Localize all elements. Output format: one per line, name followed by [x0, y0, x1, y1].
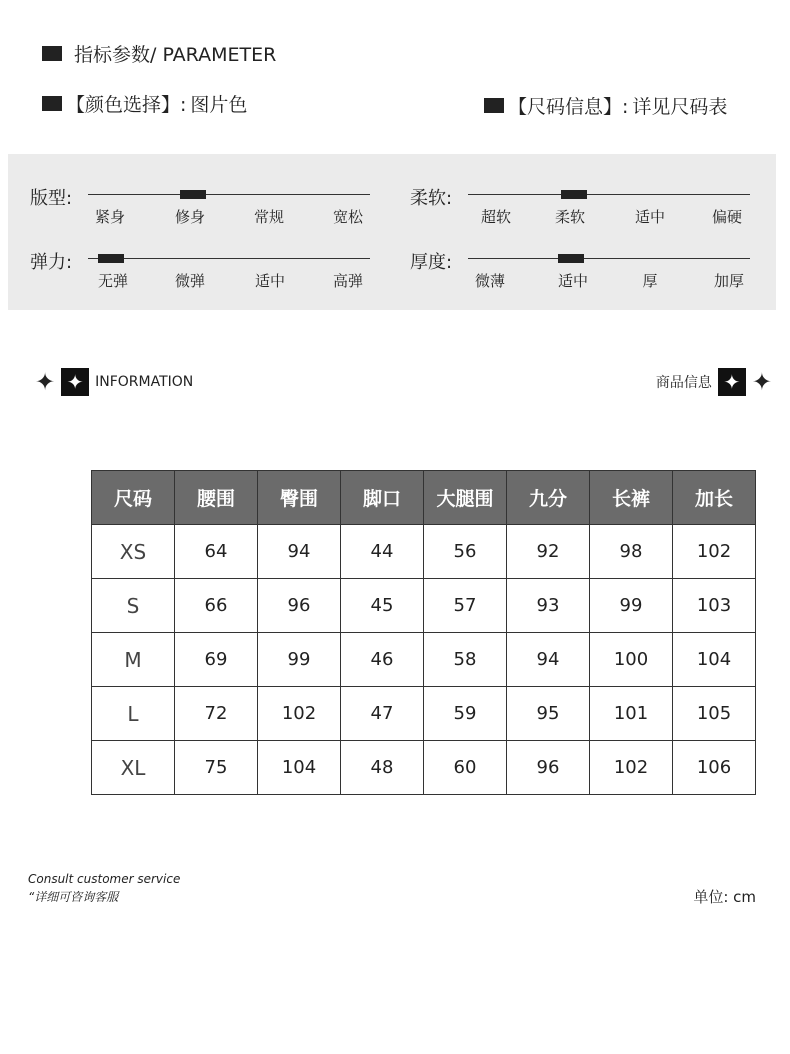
- param-scale-line: [468, 258, 750, 259]
- table-cell: 93: [507, 579, 590, 633]
- column-header: 加长: [673, 471, 756, 525]
- param-label: 柔软:: [410, 188, 453, 209]
- table-cell: 72: [175, 687, 258, 741]
- color-value: 图片色: [190, 94, 248, 116]
- param-option: 高弹: [332, 272, 364, 290]
- table-cell: 100: [590, 633, 673, 687]
- param-option: 微薄: [474, 272, 506, 290]
- product-info-label: 商品信息: [655, 375, 712, 391]
- table-cell: 101: [590, 687, 673, 741]
- four-point-star-boxed-icon: ✦: [718, 368, 746, 396]
- color-selection: [42, 90, 247, 117]
- column-header: 九分: [507, 471, 590, 525]
- param-option: 修身: [174, 208, 206, 226]
- table-row: [92, 741, 756, 795]
- table-header-row: [92, 471, 756, 525]
- table-cell: 75: [175, 741, 258, 795]
- table-row: [92, 633, 756, 687]
- table-cell: 64: [175, 525, 258, 579]
- column-header: 臀围: [258, 471, 341, 525]
- param-option: 超软: [480, 208, 512, 226]
- table-row: [92, 687, 756, 741]
- table-cell: 96: [258, 579, 341, 633]
- four-point-star-boxed-icon: ✦: [61, 368, 89, 396]
- size-value: 详见尺码表: [632, 96, 728, 118]
- param-label: 厚度:: [410, 252, 453, 273]
- table-cell: 99: [590, 579, 673, 633]
- information-label: INFORMATION: [95, 374, 194, 390]
- param-scale-line: [88, 194, 370, 195]
- table-cell: 44: [341, 525, 424, 579]
- param-option: 无弹: [97, 272, 129, 290]
- param-label: 弹力:: [30, 252, 73, 273]
- table-cell: L: [92, 687, 175, 741]
- table-cell: 69: [175, 633, 258, 687]
- table-cell: 66: [175, 579, 258, 633]
- table-cell: 57: [424, 579, 507, 633]
- parameter-title: 指标参数/ PARAMETER: [74, 44, 277, 66]
- param-selected-marker: [98, 254, 124, 263]
- table-cell: XL: [92, 741, 175, 795]
- table-cell: 46: [341, 633, 424, 687]
- size-info: [484, 92, 727, 119]
- table-row: [92, 579, 756, 633]
- param-option: 加厚: [713, 272, 745, 290]
- consult-chinese: “详细可咨询客服: [28, 890, 119, 904]
- table-cell: 102: [258, 687, 341, 741]
- param-option: 柔软: [554, 208, 586, 226]
- consult-note: [28, 870, 180, 906]
- param-option: 适中: [254, 272, 286, 290]
- param-option: 紧身: [94, 208, 126, 226]
- consult-english: Consult customer service: [28, 872, 181, 886]
- table-cell: S: [92, 579, 175, 633]
- table-cell: XS: [92, 525, 175, 579]
- unit-label: 单位: cm: [693, 888, 756, 906]
- param-selected-marker: [558, 254, 584, 263]
- information-banner-right: [656, 368, 772, 396]
- information-banner-left: [35, 368, 193, 396]
- param-option: 常规: [253, 208, 285, 226]
- table-cell: 98: [590, 525, 673, 579]
- table-cell: 99: [258, 633, 341, 687]
- table-cell: 56: [424, 525, 507, 579]
- table-cell: 94: [507, 633, 590, 687]
- table-cell: 106: [673, 741, 756, 795]
- table-cell: 58: [424, 633, 507, 687]
- table-cell: 102: [590, 741, 673, 795]
- column-header: 尺码: [92, 471, 175, 525]
- table-cell: 59: [424, 687, 507, 741]
- column-header: 脚口: [341, 471, 424, 525]
- table-cell: 92: [507, 525, 590, 579]
- square-bullet-icon: [484, 98, 504, 113]
- table-cell: 105: [673, 687, 756, 741]
- table-cell: 104: [673, 633, 756, 687]
- param-scale-line: [468, 194, 750, 195]
- param-option: 适中: [557, 272, 589, 290]
- table-cell: M: [92, 633, 175, 687]
- table-cell: 45: [341, 579, 424, 633]
- column-header: 腰围: [175, 471, 258, 525]
- size-table: [91, 470, 756, 795]
- column-header: 大腿围: [424, 471, 507, 525]
- param-option: 偏硬: [711, 208, 743, 226]
- column-header: 长裤: [590, 471, 673, 525]
- size-label: 【尺码信息】:: [508, 96, 629, 118]
- table-cell: 96: [507, 741, 590, 795]
- parameter-panel: [8, 154, 776, 310]
- square-bullet-icon: [42, 46, 62, 61]
- four-point-star-icon: ✦: [751, 368, 772, 396]
- param-label: 版型:: [30, 188, 73, 209]
- table-cell: 95: [507, 687, 590, 741]
- param-selected-marker: [561, 190, 587, 199]
- param-option: 微弹: [174, 272, 206, 290]
- four-point-star-icon: ✦: [35, 368, 56, 396]
- table-cell: 60: [424, 741, 507, 795]
- param-option: 宽松: [332, 208, 364, 226]
- parameter-heading: [42, 40, 276, 67]
- param-selected-marker: [180, 190, 206, 199]
- color-label: 【颜色选择】:: [66, 94, 187, 116]
- table-cell: 103: [673, 579, 756, 633]
- table-cell: 102: [673, 525, 756, 579]
- table-cell: 48: [341, 741, 424, 795]
- table-cell: 94: [258, 525, 341, 579]
- table-row: [92, 525, 756, 579]
- param-scale-line: [88, 258, 370, 259]
- table-cell: 104: [258, 741, 341, 795]
- param-option: 厚: [642, 272, 658, 290]
- param-option: 适中: [634, 208, 666, 226]
- table-cell: 47: [341, 687, 424, 741]
- square-bullet-icon: [42, 96, 62, 111]
